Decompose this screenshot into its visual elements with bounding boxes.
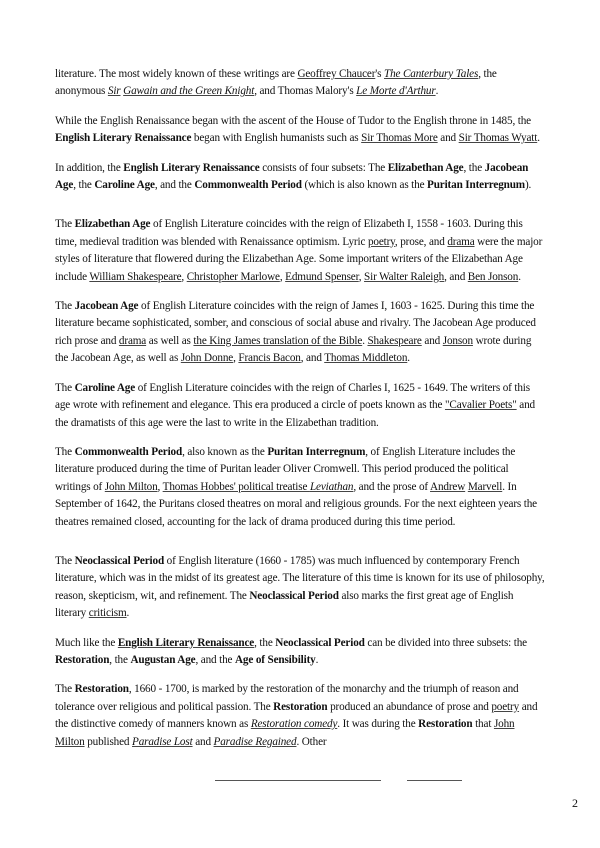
link-drama[interactable]: drama <box>447 235 475 248</box>
link-william-shakespeare[interactable]: William Shakespeare <box>89 270 182 283</box>
link-edmund-spenser[interactable]: Edmund Spenser <box>285 270 359 283</box>
link-sir[interactable]: Sir <box>107 85 121 98</box>
paragraph-commonwealth-period: The Commonwealth Period, also known as the Puritan Interregnum, of English Literature includes the literature produced during the time of Puritan leader Oliver Cromwell. This period produced the political writings of John Milton, Thomas Hobbes' political treatise Leviathan, and the prose of Andrew Marvell. In September of 1642, the Puritans closed theatres on moral and religious grounds. For the next eighteen years the theatres remained closed, accounting for the lack of drama produced during this time period. <box>55 445 538 528</box>
link-le-morte-darthur[interactable]: Le Morte d'Arthur <box>356 85 436 98</box>
link-poetry[interactable]: poetry <box>491 700 520 713</box>
paragraph-caroline-age: The Caroline Age of English Literature coincides with the reign of Charles I, 1625 - 1649. The writers of this age wrote with refinement and elegance. This era produced a circle of poets known as the "Cavalier Poets" and the dramatists of this age were the last to write in the Elizabethan tradition. <box>55 381 535 429</box>
link-drama[interactable]: drama <box>118 334 147 347</box>
link-hobbes-leviathan[interactable]: Thomas Hobbes' political treatise Leviathan <box>162 480 354 493</box>
link-john-milton[interactable]: John Milton <box>55 718 515 748</box>
paragraph-english-renaissance: While the English Renaissance began with the ascent of the House of Tudor to the English throne in 1485, the English Literary Renaissance began with English humanists such as Sir Thomas More and Sir Thomas Wyatt. <box>55 114 540 145</box>
link-sir-thomas-wyatt[interactable]: Sir Thomas Wyatt <box>458 132 538 145</box>
paragraph-restoration: The Restoration, 1660 - 1700, is marked by the restoration of the monarchy and the triumph of reason and tolerance over religious and political passion. The Restoration produced an abundance of prose and poetry and the distinctive comedy of manners known as Restoration comedy. It was during the Restoration that John Milton published Paradise Lost and Paradise Regained. Other <box>55 683 538 748</box>
paragraph-neoclassical-period: The Neoclassical Period of English literature (1660 - 1785) was much influenced by contemporary French literature, which was in the midst of its greatest age. The literature of this time is known for its use of philosophy, reason, skepticism, wit, and refinement. The Neoclassical Period also marks the first great age of English literary criticism. <box>55 554 545 620</box>
link-ben-jonson[interactable]: Ben Jonson <box>467 270 519 283</box>
link-sir-thomas-more[interactable]: Sir Thomas More <box>361 132 438 145</box>
link-paradise-lost[interactable]: Paradise Lost <box>132 735 193 748</box>
paragraph-elizabethan-age: The Elizabethan Age of English Literature coincides with the reign of Elizabeth I, 1558 - 1603. During this time, medieval tradition was blended with Renaissance optimism. Lyric poetry, prose, and drama were the major styles of literature that flowered during the Elizabethan Age. Some important writers of the Elizabethan Age include William Shakespeare, Christopher Marlowe, Edmund Spenser, Sir Walter Raleigh, and Ben Jonson. <box>55 218 543 283</box>
link-cavalier-poets[interactable]: "Cavalier Poets" <box>444 399 517 412</box>
paragraph-neoclassical-subsets: Much like the English Literary Renaissance, the Neoclassical Period can be divided into three subsets: the Restoration, the Augustan Age, and the Age of Sensibility. <box>55 636 527 666</box>
link-criticism[interactable]: criticism <box>88 607 127 620</box>
term-english-literary-renaissance: English Literary Renaissance <box>55 132 192 145</box>
paragraph-four-subsets: In addition, the English Literary Renaissance consists of four subsets: The Elizabethan Age, the Jacobean Age, the Caroline Age, and the Commonwealth Period (which is also known as the Puritan Interregnum). <box>55 161 532 192</box>
page-number: 2 <box>572 796 578 810</box>
link-marvell[interactable]: Marvell <box>467 480 503 493</box>
link-king-james-bible[interactable]: the King James translation of the Bible <box>193 334 363 347</box>
link-geoffrey-chaucer[interactable]: Geoffrey Chaucer <box>297 68 376 80</box>
link-gawain-green-knight[interactable]: Gawain and the Green Knight <box>123 85 255 98</box>
link-english-literary-renaissance[interactable]: English Literary Renaissance <box>117 636 255 649</box>
footer-rule <box>407 780 462 781</box>
link-thomas-middleton[interactable]: Thomas Middleton <box>324 352 408 365</box>
link-canterbury-tales[interactable]: The Canterbury Tales <box>384 68 479 80</box>
paragraph-jacobean-age: The Jacobean Age of English Literature coincides with the reign of James I, 1603 - 1625. During this time the literature became sophisticated, somber, and conscious of social abuse and rivalry. The Jacobean Age produced rich prose and drama as well as the King James translation of the Bible. Shakespeare and Jonson wrote during the Jacobean Age, as well as John Donne, Francis Bacon, and Thomas Middleton. <box>55 300 536 365</box>
document-page <box>55 66 545 763</box>
link-john-donne[interactable]: John Donne <box>180 352 234 365</box>
link-restoration-comedy[interactable]: Restoration comedy <box>250 718 338 731</box>
link-paradise-regained[interactable]: Paradise Regained <box>213 735 297 748</box>
footer-rule <box>215 780 381 781</box>
link-shakespeare[interactable]: Shakespeare <box>367 334 422 347</box>
link-francis-bacon[interactable]: Francis Bacon <box>238 352 301 365</box>
paragraph-medieval-works: literature. The most widely known of these writings are Geoffrey Chaucer's The Canterbury Tales, the anonymous Sir Gawain and the Green Knight, and Thomas Malory's Le Morte d'Arthur. <box>55 68 497 98</box>
link-poetry[interactable]: poetry <box>367 235 395 248</box>
link-jonson[interactable]: Jonson <box>442 334 473 347</box>
link-christopher-marlowe[interactable]: Christopher Marlowe <box>186 270 280 283</box>
link-sir-walter-raleigh[interactable]: Sir Walter Raleigh <box>364 270 445 283</box>
link-john-milton[interactable]: John Milton <box>104 480 158 493</box>
link-andrew[interactable]: Andrew <box>430 480 466 493</box>
